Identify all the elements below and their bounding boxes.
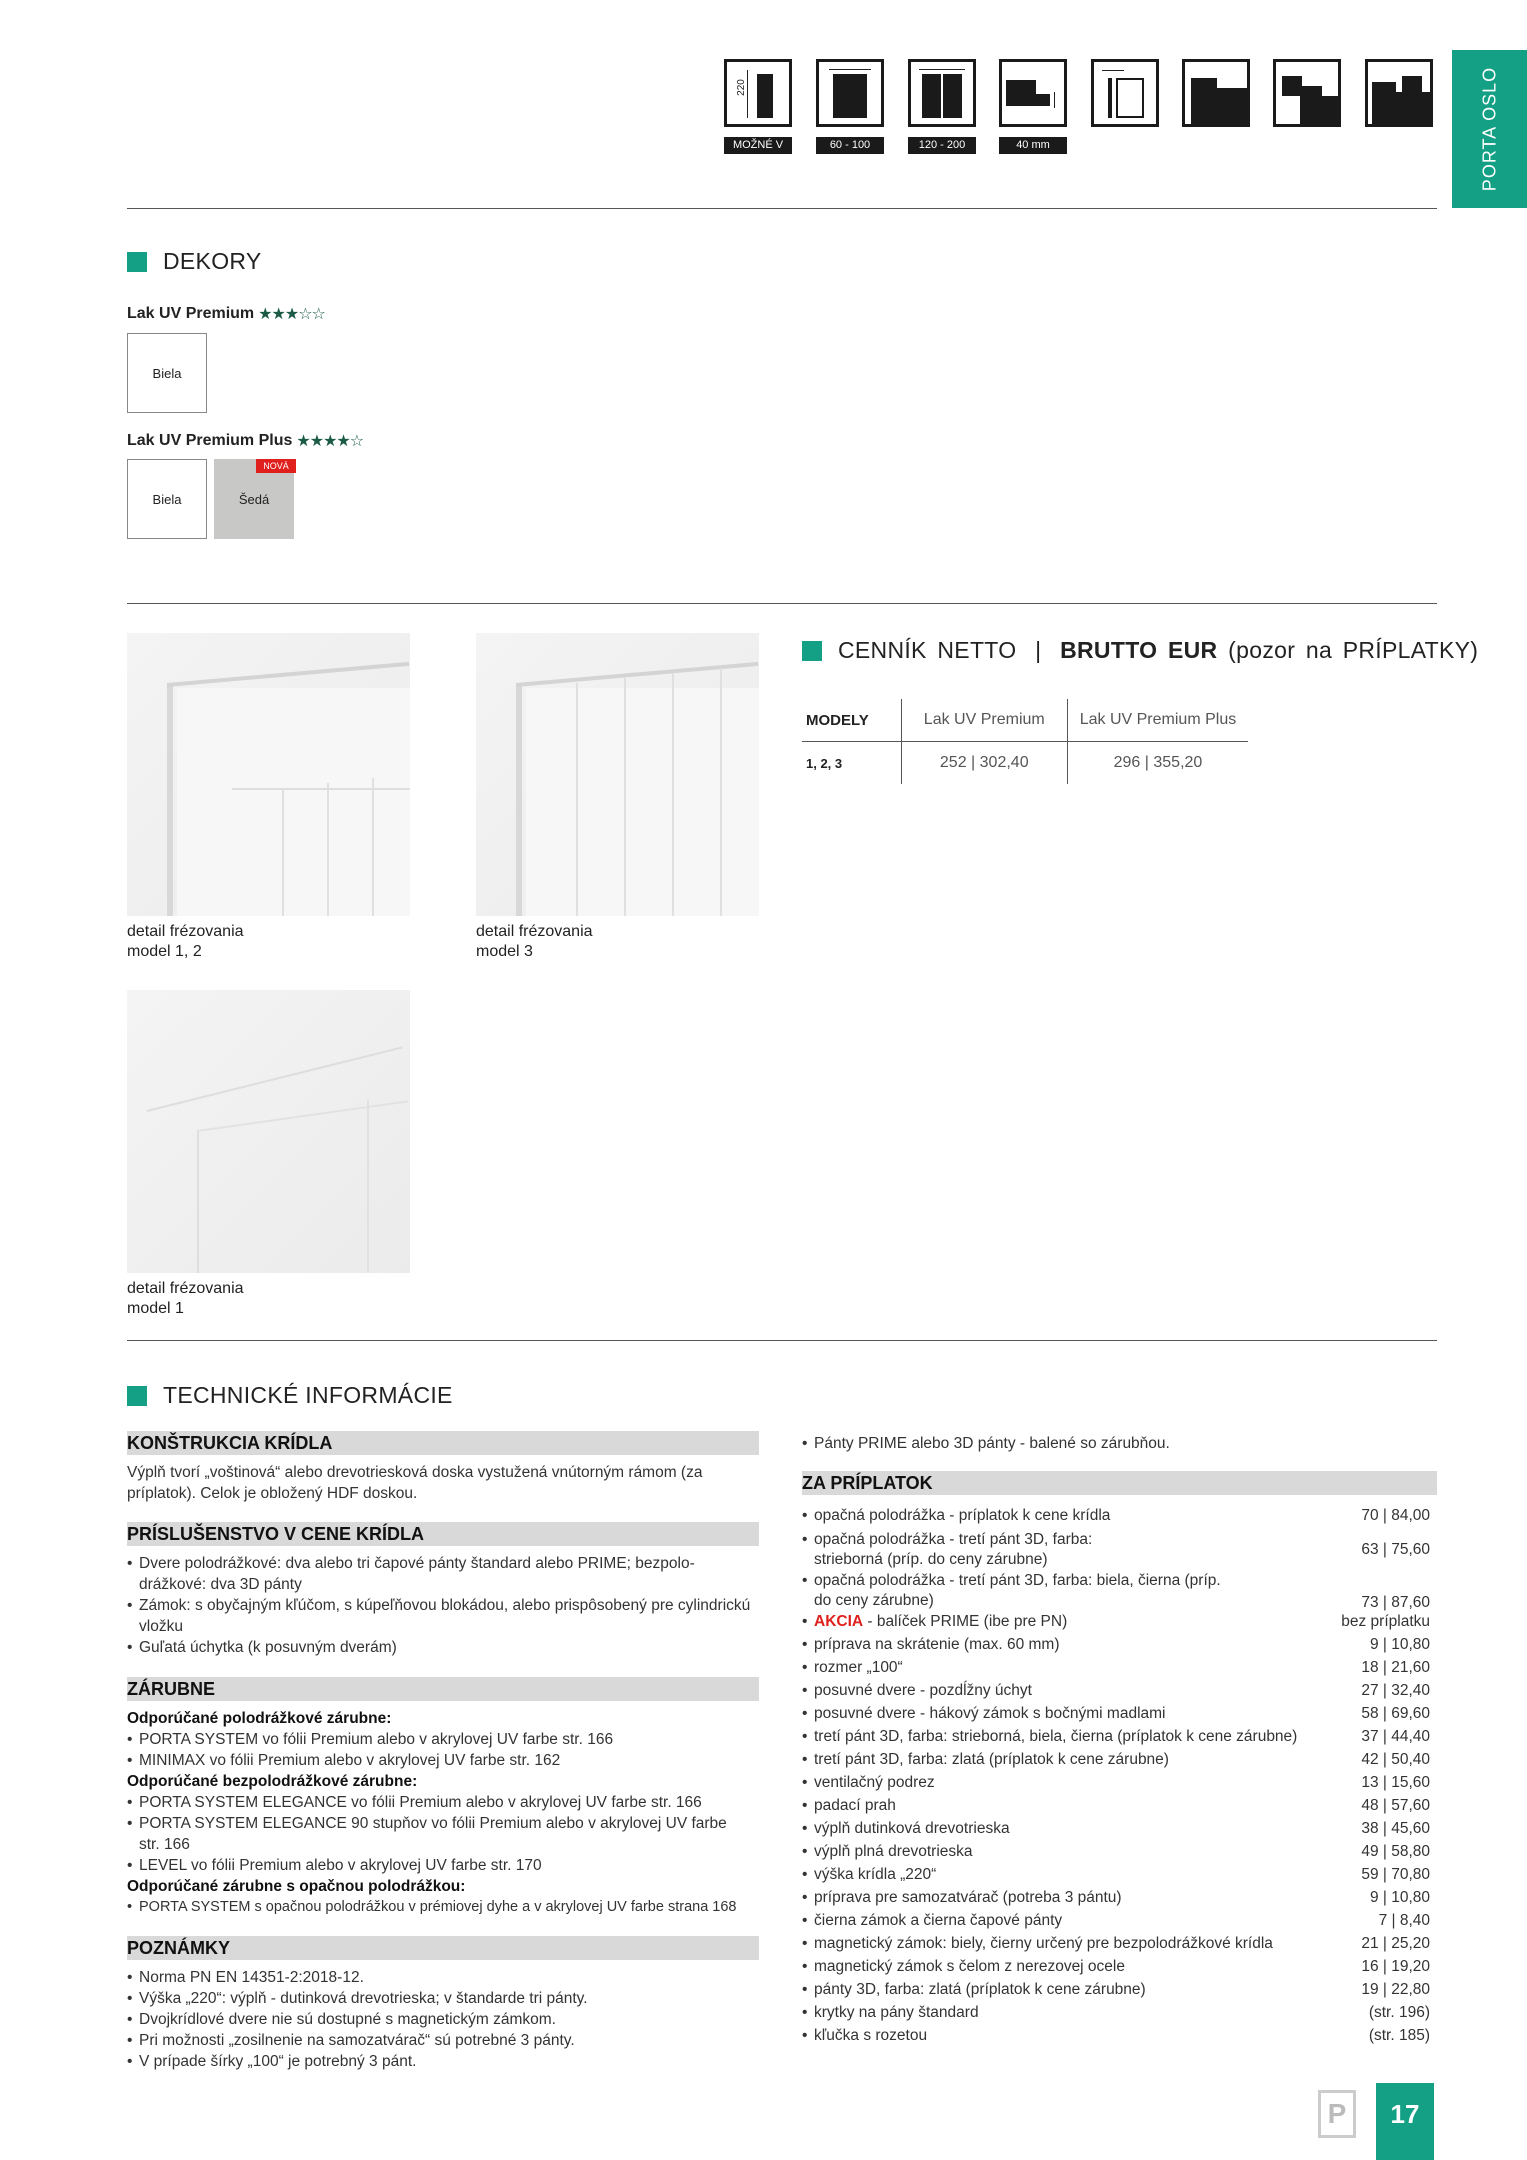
price-table bbox=[802, 699, 1248, 784]
divider bbox=[127, 1340, 1437, 1341]
row-models: 1, 2, 3 bbox=[802, 742, 901, 785]
section-title: TECHNICKÉ INFORMÁCIE bbox=[163, 1382, 453, 1408]
list-item: • Zámok: s obyčajným kľúčom, s kúpeľňovou blokádou, alebo prispôsobený pre cylindrickú vložku bbox=[127, 1595, 752, 1637]
list-item: • opačná polodrážka - tretí pánt 3D, farba: biela, čierna (príp. do ceny zárubne) 73 | 87,60 bbox=[802, 1571, 1430, 1613]
list-item: • ventilačný podrez 13 | 15,60 bbox=[802, 1773, 1430, 1793]
konstrukcia-text: Výplň tvorí „voštinová“ alebo drevotriesková doska vystužená vnútorným rámom (za príplatok). Celok je obložený HDF doskou. bbox=[127, 1464, 703, 1502]
premium-plus-label: Lak UV Premium Plus ★★★★☆ bbox=[127, 432, 364, 450]
caption-model-3: detail frézovania model 3 bbox=[476, 923, 593, 960]
list-item: • PORTA SYSTEM ELEGANCE 90 stupňov vo fólii Premium alebo v akrylovej UV farbe str. 166 bbox=[127, 1813, 747, 1855]
panty-note: • Pánty PRIME alebo 3D pánty - balené so zárubňou. bbox=[802, 1433, 1430, 1454]
bar-prislusenstvo: PRÍSLUŠENSTVO V CENE KRÍDLA bbox=[127, 1522, 759, 1546]
width-60-100-icon bbox=[816, 59, 884, 127]
section-marker bbox=[127, 252, 147, 272]
header-premium: Lak UV Premium bbox=[901, 699, 1067, 742]
list-item: • tretí pánt 3D, farba: strieborná, biela, čierna (príplatok k cene zárubne) 37 | 44,40 bbox=[802, 1727, 1430, 1747]
icon-label-1: MOŽNÉ V 220 bbox=[724, 137, 792, 154]
list-item: • PORTA SYSTEM ELEGANCE vo fólii Premium alebo v akrylovej UV farbe str. 166 bbox=[127, 1792, 747, 1813]
caption-model-1: detail frézovania model 1 bbox=[127, 1280, 244, 1317]
section-cennik: CENNÍK NETTO | BRUTTO EUR (pozor na PRÍPLATKY) bbox=[802, 637, 1478, 664]
list-item: • Guľatá úchytka (k posuvným dverám) bbox=[127, 1637, 752, 1658]
frame-profile-2-icon bbox=[1273, 59, 1341, 127]
list-item: • výplň dutinková drevotrieska 38 | 45,60 bbox=[802, 1819, 1430, 1839]
list-item: • opačná polodrážka - tretí pánt 3D, farba: strieborná (príp. do ceny zárubne) 63 | 75,60 bbox=[802, 1529, 1430, 1571]
list-item: • Výška „220“: výplň - dutinková drevotrieska; v štandarde tri pánty. bbox=[127, 1988, 752, 2009]
list-item: • posuvné dvere - hákový zámok s bočnými madlami 58 | 69,60 bbox=[802, 1704, 1430, 1724]
list-item: • magnetický zámok s čelom z nerezovej ocele 16 | 19,20 bbox=[802, 1957, 1430, 1977]
list-item: • rozmer „100“ 18 | 21,60 bbox=[802, 1658, 1430, 1678]
list-item: • pánty 3D, farba: zlatá (príplatok k cene zárubne) 19 | 22,80 bbox=[802, 1980, 1430, 2000]
brand-tab: PORTA OSLO bbox=[1452, 50, 1527, 208]
list-item: • AKCIA - balíček PRIME (ibe pre PN) bez príplatku bbox=[802, 1612, 1430, 1632]
new-badge: NOVÁ bbox=[256, 459, 296, 473]
swatch-biela-plus[interactable]: Biela bbox=[127, 459, 207, 539]
sliding-door-icon bbox=[1091, 59, 1159, 127]
bar-konstrukcia: KONŠTRUKCIA KRÍDLA bbox=[127, 1431, 759, 1455]
section-marker bbox=[127, 1386, 147, 1406]
detail-photo-model-1-2 bbox=[127, 633, 410, 916]
list-item: • čierna zámok a čierna čapové pánty 7 | 8,40 bbox=[802, 1911, 1430, 1931]
list-item: • LEVEL vo fólii Premium alebo v akrylovej UV farbe str. 170 bbox=[127, 1855, 747, 1876]
premium-label: Lak UV Premium ★★★☆☆ bbox=[127, 305, 325, 323]
list-item: • príprava pre samozatvárač (potreba 3 pántu) 9 | 10,80 bbox=[802, 1888, 1430, 1908]
list-item: • MINIMAX vo fólii Premium alebo v akrylovej UV farbe str. 162 bbox=[127, 1750, 767, 1771]
divider bbox=[127, 208, 1437, 209]
list-item: • V prípade šírky „100“ je potrebný 3 pánt. bbox=[127, 2051, 752, 2072]
list-item: • Dvojkrídlové dvere nie sú dostupné s magnetickým zámkom. bbox=[127, 2009, 752, 2030]
prislusenstvo-list bbox=[127, 1553, 752, 1658]
list-item: • krytky na pány štandard (str. 196) bbox=[802, 2003, 1430, 2023]
zarubne-block: Odporúčané polodrážkové zárubne: • PORTA SYSTEM vo fólii Premium alebo v akrylovej UV farbe str. 166 • MINIMAX vo fólii Premium alebo v akrylovej UV farbe str. 162 Odporúčané bezpolodrážkové zárubne: • PORTA SYSTEM ELEGANCE vo fólii Premium alebo v akrylovej UV farbe str. 166 • PORTA SYSTEM ELEGANCE 90 stupňov vo fólii Premium alebo v akrylovej UV farbe str. 166 • LEVEL vo fólii Premium alebo v akrylovej UV farbe str. 170 Odporúčané zárubne s opačnou polodrážkou: • PORTA SYSTEM s opačnou polodrážkou v prémiovej dyhe a v akrylovej UV farbe strana 168 bbox=[127, 1708, 767, 1918]
list-item: • príprava na skrátenie (max. 60 mm) 9 | 10,80 bbox=[802, 1635, 1430, 1655]
list-item: • PORTA SYSTEM s opačnou polodrážkou v prémiovej dyhe a v akrylovej UV farbe strana 168 bbox=[127, 1897, 767, 1918]
section-tech bbox=[127, 1382, 453, 1409]
header-premium-plus: Lak UV Premium Plus bbox=[1079, 711, 1237, 728]
swatch-biela[interactable]: Biela bbox=[127, 333, 207, 413]
rating-stars: ★★★☆☆ bbox=[258, 306, 325, 323]
icon-label-4: 40 mm bbox=[999, 137, 1067, 154]
poznamky-list bbox=[127, 1967, 752, 2072]
rating-stars: ★★★★☆ bbox=[296, 433, 364, 450]
detail-photo-model-3 bbox=[476, 633, 759, 916]
list-item: • Norma PN EN 14351-2:2018-12. bbox=[127, 1967, 752, 1988]
porta-logo: P bbox=[1318, 2090, 1356, 2138]
frame-profile-3-icon bbox=[1365, 59, 1433, 127]
section-title: DEKORY bbox=[163, 248, 262, 274]
width-120-200-icon bbox=[908, 59, 976, 127]
swatch-seda[interactable]: Šedá bbox=[214, 459, 294, 539]
icon-label-2: 60 - 100 bbox=[816, 137, 884, 154]
header-modely: MODELY bbox=[802, 699, 901, 742]
bar-zarubne: ZÁRUBNE bbox=[127, 1677, 759, 1701]
section-marker bbox=[802, 641, 822, 661]
section-dekory bbox=[127, 248, 262, 275]
list-item: • PORTA SYSTEM vo fólii Premium alebo v akrylovej UV farbe str. 166 bbox=[127, 1729, 767, 1750]
page-number: 17 bbox=[1376, 2083, 1434, 2160]
list-item: • výplň plná drevotrieska 49 | 58,80 bbox=[802, 1842, 1430, 1862]
height-220-icon: 220 bbox=[724, 59, 792, 127]
list-item: • magnetický zámok: biely, čierny určený pre bezpolodrážkové krídla 21 | 25,20 bbox=[802, 1934, 1430, 1954]
icon-label-3: 120 - 200 bbox=[908, 137, 976, 154]
list-item: • tretí pánt 3D, farba: zlatá (príplatok k cene zárubne) 42 | 50,40 bbox=[802, 1750, 1430, 1770]
caption-model-1-2: detail frézovania model 1, 2 bbox=[127, 923, 244, 960]
list-item: • posuvné dvere - pozdĺžny úchyt 27 | 32,40 bbox=[802, 1681, 1430, 1701]
list-item: • výška krídla „220“ 59 | 70,80 bbox=[802, 1865, 1430, 1885]
list-item: • opačná polodrážka - príplatok k cene krídla 70 | 84,00 bbox=[802, 1506, 1430, 1526]
bar-poznamky: POZNÁMKY bbox=[127, 1936, 759, 1960]
bar-priplatok: ZA PRÍPLATOK bbox=[802, 1471, 1437, 1495]
divider bbox=[127, 603, 1437, 604]
detail-photo-model-1 bbox=[127, 990, 410, 1273]
frame-profile-1-icon bbox=[1182, 59, 1250, 127]
list-item: • Dvere polodrážkové: dva alebo tri čapové pánty štandard alebo PRIME; bezpolo-drážkové: dva 3D pánty bbox=[127, 1553, 752, 1595]
price-premium: 252 | 302,40 bbox=[901, 742, 1067, 785]
price-premium-plus: 296 | 355,20 bbox=[1113, 754, 1203, 771]
list-item: • Pri možnosti „zosilnenie na samozatvárač“ sú potrebné 3 pánty. bbox=[127, 2030, 752, 2051]
list-item: • kľučka s rozetou (str. 185) bbox=[802, 2026, 1430, 2046]
thickness-40-icon bbox=[999, 59, 1067, 127]
list-item: • padací prah 48 | 57,60 bbox=[802, 1796, 1430, 1816]
